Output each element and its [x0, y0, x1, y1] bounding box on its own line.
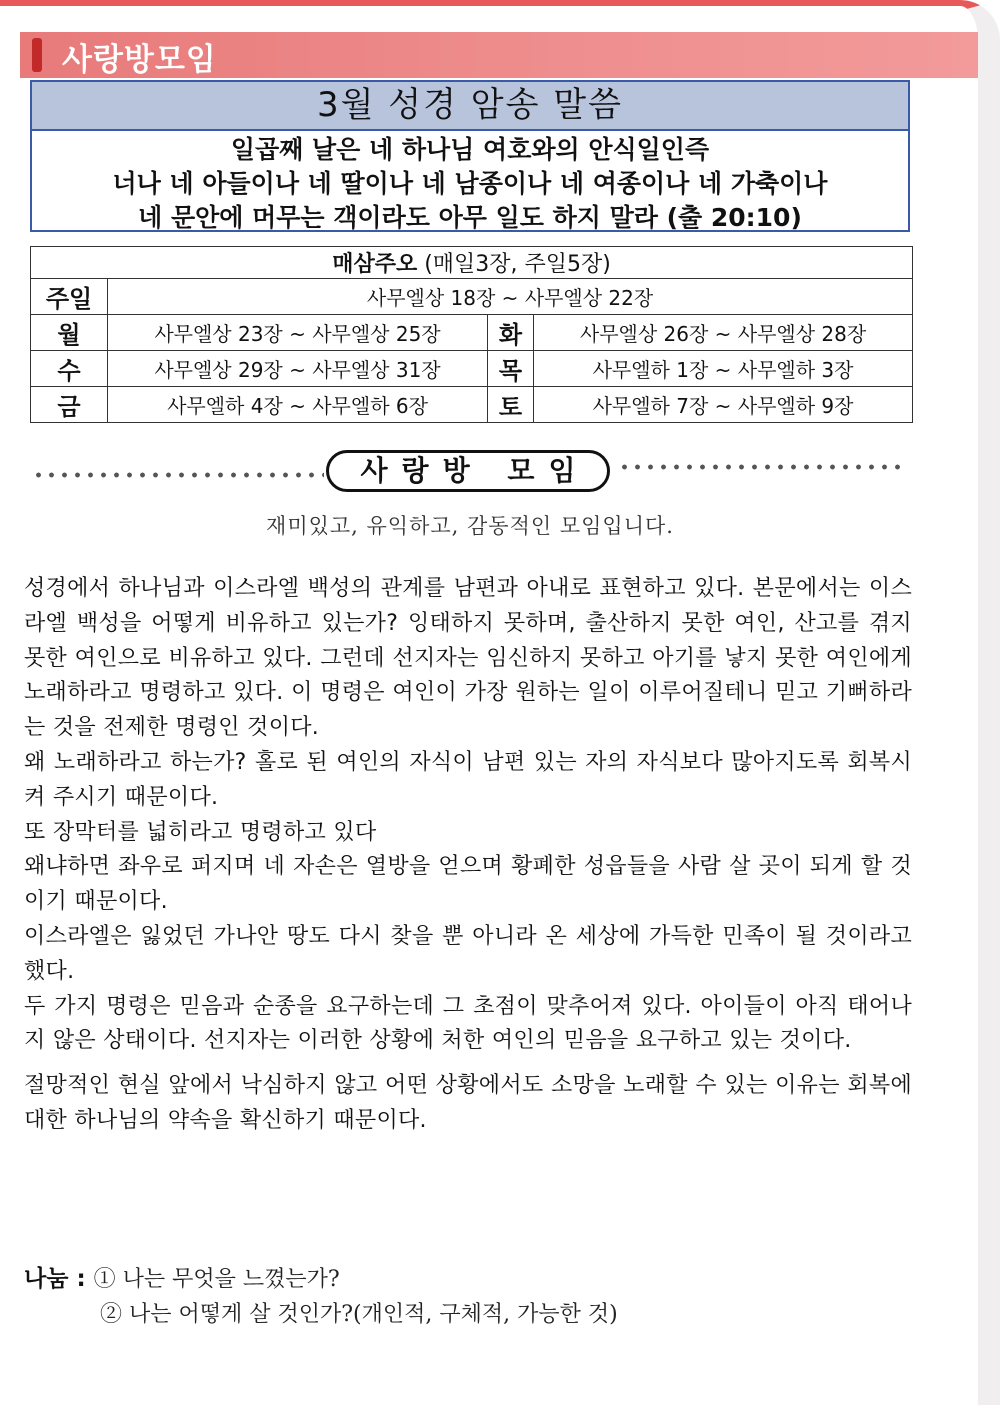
- reading-range: 사무엘상 26장 ~ 사무엘상 28장: [534, 315, 913, 351]
- section-title: 사랑방모임: [62, 42, 217, 78]
- day-label: 화: [488, 315, 534, 351]
- divider-label: 사랑방 모임: [326, 450, 610, 492]
- body-paragraph: 왜냐하면 좌우로 퍼지며 네 자손은 열방을 얻으며 황폐한 성읍들을 사람 살 곳이 되게 할 것이기 때문이다.: [24, 854, 912, 915]
- section-divider: [30, 448, 910, 498]
- reading-range: 사무엘하 7장 ~ 사무엘하 9장: [534, 387, 913, 423]
- body-paragraph: 이스라엘은 잃었던 가나안 땅도 다시 찾을 뿐 아니라 온 세상에 가득한 민족이 될 것이라고 했다.: [24, 923, 912, 984]
- sharing-label: 나눔 :: [24, 1266, 94, 1292]
- table-row: [31, 315, 913, 351]
- reading-plan-title: 매삼주오 (매일3장, 주일5장): [31, 247, 913, 279]
- header-accent-bar: [32, 38, 42, 72]
- memory-verse-box: [30, 80, 910, 232]
- day-label: 금: [31, 387, 108, 423]
- reading-plan-table: [30, 246, 913, 423]
- body-paragraph: 절망적인 현실 앞에서 낙심하지 않고 어떤 상황에서도 소망을 노래할 수 있는 이유는 회복에 대한 하나님의 약속을 확신하기 때문이다.: [24, 1073, 912, 1133]
- memory-verse-title: 3월 성경 암송 말씀: [32, 82, 908, 131]
- body-paragraph: 왜 노래하라고 하는가? 홀로 된 여인의 자식이 남편 있는 자의 자식보다 많아지도록 회복시켜 주시기 때문이다.: [24, 749, 912, 810]
- memory-verse-line: 네 문안에 머무는 객이라도 아무 일도 하지 말라 (출 20:10): [138, 203, 802, 232]
- body-paragraph: 성경에서 하나님과 이스라엘 백성의 관계를 남편과 아내로 표현하고 있다. 본문에서는 이스라엘 백성을 어떻게 비유하고 있는가? 잉태하지 못하며, 출산하지 못한 여인, 산고를 겪지 못한 여인으로 비유하고 있다. 그런데 선지자는 임신하지 못하고 아기를 낳지 못한 여인에게 노래하라고 명령하고 있다. 이 명령은 여인이 가장 원하는 일이 이루어질테니 믿고 기뻐하라는 것을 전제한 명령인 것이다.: [24, 576, 912, 741]
- dotted-line: [32, 470, 324, 480]
- body-paragraph: 두 가지 명령은 믿음과 순종을 요구하는데 그 초점이 맞추어져 있다. 아이들이 아직 태어나지 않은 상태이다. 선지자는 이러한 상황에 처한 여인의 믿음을 요구하고 있는 것이다.: [24, 993, 912, 1054]
- sharing-question: ② 나는 어떻게 살 것인가?(개인적, 구체적, 가능한 것): [100, 1302, 618, 1327]
- reading-range: 사무엘하 1장 ~ 사무엘하 3장: [534, 351, 913, 387]
- table-row: [31, 351, 913, 387]
- meeting-subtitle: 재미있고, 유익하고, 감동적인 모임입니다.: [266, 514, 674, 538]
- table-row: [31, 387, 913, 423]
- reading-range: 사무엘하 4장 ~ 사무엘하 6장: [108, 387, 488, 423]
- reading-range: 사무엘상 23장 ~ 사무엘상 25장: [108, 315, 488, 351]
- sharing-row: [24, 1262, 924, 1297]
- sharing-questions: [24, 1262, 924, 1332]
- dotted-line: [618, 462, 908, 472]
- memory-verse-line: 너나 네 아들이나 네 딸이나 네 남종이나 네 여종이나 네 가축이나: [112, 169, 828, 198]
- reading-range: 사무엘상 29장 ~ 사무엘상 31장: [108, 351, 488, 387]
- day-label: 목: [488, 351, 534, 387]
- day-label: 수: [31, 351, 108, 387]
- table-row: [31, 247, 913, 279]
- sharing-row: [24, 1297, 924, 1332]
- body-text: [24, 572, 912, 1139]
- day-label: 토: [488, 387, 534, 423]
- memory-verse-text: [32, 131, 908, 235]
- sharing-question: ① 나는 무엇을 느꼈는가?: [93, 1267, 340, 1292]
- body-paragraph: 또 장막터를 넓히라고 명령하고 있다: [24, 819, 377, 845]
- day-label: 주일: [31, 279, 108, 315]
- memory-verse-line: 일곱째 날은 네 하나님 여호와의 안식일인즉: [230, 135, 710, 164]
- day-label: 월: [31, 315, 108, 351]
- reading-range: 사무엘상 18장 ~ 사무엘상 22장: [108, 279, 913, 315]
- section-header: [20, 32, 978, 78]
- table-row: [31, 279, 913, 315]
